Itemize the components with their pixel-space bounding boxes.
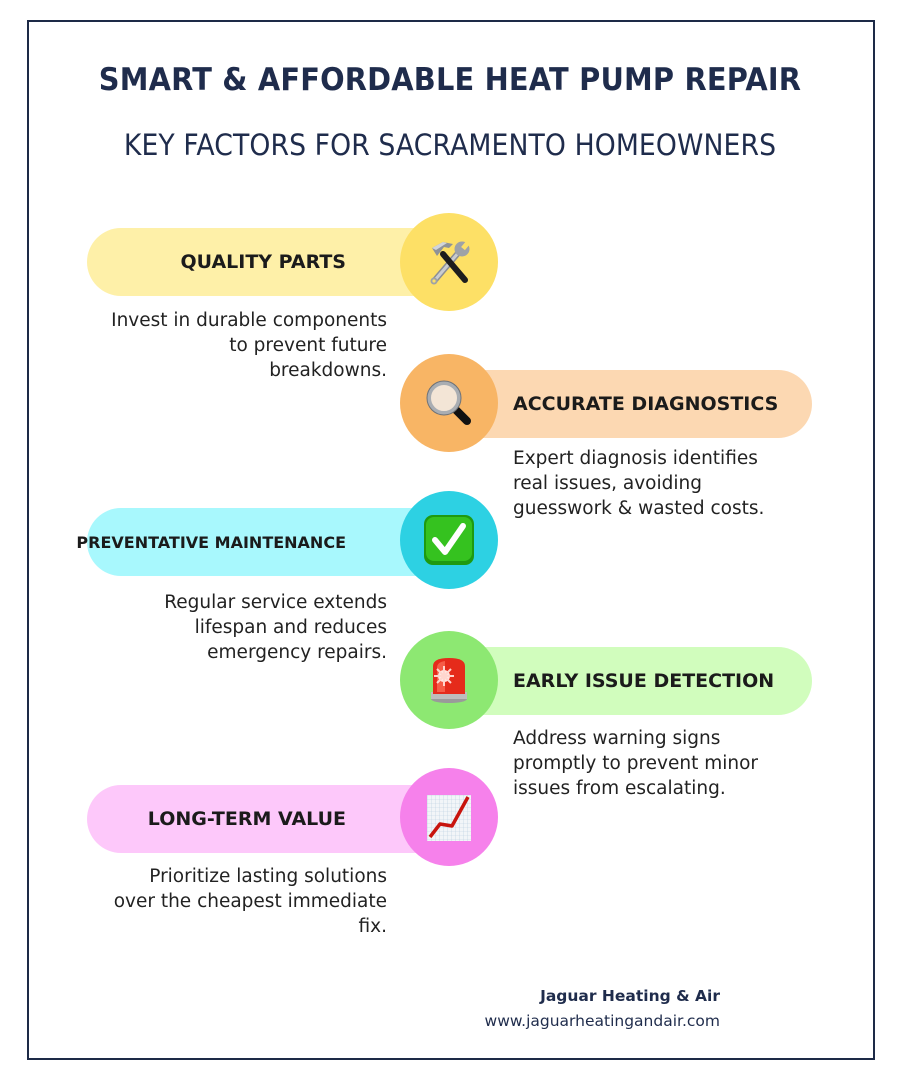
factor-label: EARLY ISSUE DETECTION (513, 670, 775, 692)
siren-light-icon (423, 654, 475, 706)
company-name: Jaguar Heating & Air (540, 987, 720, 1005)
hammer-and-wrench-icon (423, 236, 475, 288)
check-mark-icon (423, 514, 475, 566)
factor-icon-circle (400, 491, 498, 589)
factor-icon-circle (400, 631, 498, 729)
factor-description: Expert diagnosis identifies real issues, avoiding guesswork & wasted costs. (513, 448, 765, 519)
magnifying-glass-icon (423, 377, 475, 429)
page-title: SMART & AFFORDABLE HEAT PUMP REPAIR (98, 62, 802, 98)
factor-label: ACCURATE DIAGNOSTICS (513, 393, 779, 415)
factor-description: Prioritize lasting solutions over the cheapest immediate fix. (113, 866, 387, 937)
factor-description: Address warning signs promptly to prevent minor issues from escalating. (513, 728, 759, 799)
factor-label: PREVENTATIVE MAINTENANCE (76, 532, 346, 552)
factor-icon-circle (400, 354, 498, 452)
factor-description: Regular service extends lifespan and reduces emergency repairs. (164, 592, 387, 663)
factor-icon-circle (400, 768, 498, 866)
company-website: www.jaguarheatingandair.com (484, 1012, 720, 1030)
factor-label: QUALITY PARTS (180, 251, 346, 273)
chart-increasing-icon (423, 791, 475, 843)
factor-icon-circle (400, 213, 498, 311)
factor-description: Invest in durable components to prevent future breakdowns. (111, 310, 387, 381)
factor-label: LONG-TERM VALUE (147, 808, 346, 830)
page-subtitle: KEY FACTORS FOR SACRAMENTO HOMEOWNERS (123, 128, 777, 162)
